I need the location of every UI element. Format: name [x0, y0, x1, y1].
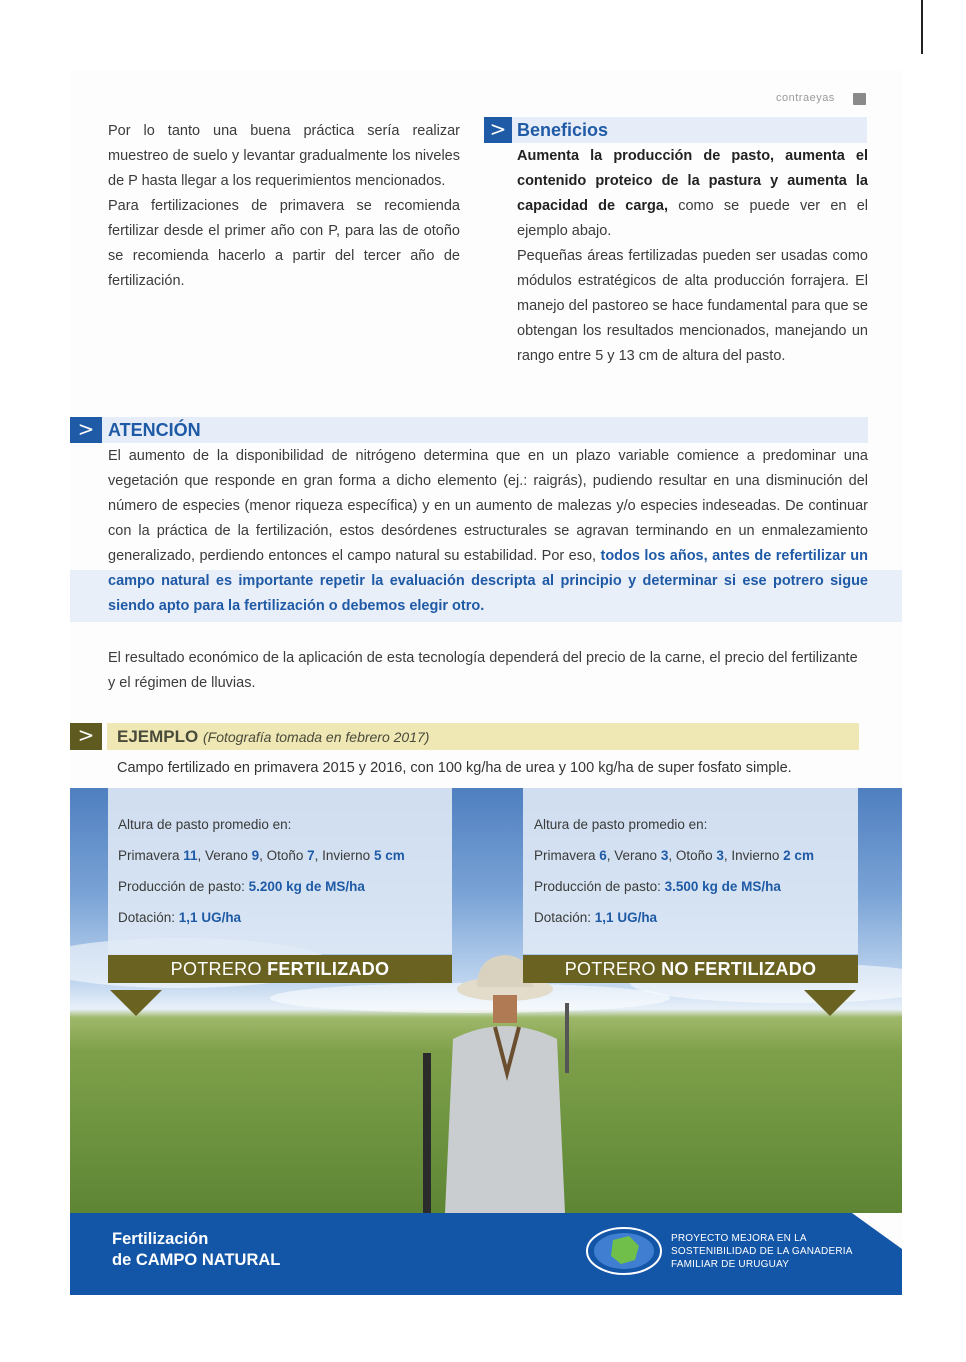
value: 7	[307, 848, 315, 863]
chevron-right-icon: >	[70, 417, 102, 443]
label: Primavera	[118, 848, 184, 863]
atencion-highlight: todos los años, antes de refertilizar un campo natural es importante repetir la evaluación descripta al principio y determinar si ese potrero sigue siendo apto para la fertilización o debemos elegir otro.	[108, 548, 868, 614]
label: , Otoño	[259, 848, 308, 863]
chevron-right-icon: >	[484, 117, 512, 143]
label: Producción de pasto:	[534, 879, 665, 894]
chevron-right-icon: >	[70, 723, 102, 750]
no-fertilizado-produccion	[534, 879, 781, 894]
beneficios-paragraph-1	[517, 144, 868, 244]
beneficios-title: Beneficios	[517, 120, 609, 140]
ejemplo-caption: Campo fertilizado en primavera 2015 y 2016, con 100 kg/ha de urea y 100 kg/ha de super fosfato simple.	[117, 760, 792, 776]
value: 2 cm	[783, 848, 814, 863]
value: 5 cm	[373, 848, 405, 863]
footer-title-line-1: Fertilización	[112, 1230, 209, 1248]
label: , Verano	[197, 848, 252, 863]
label: , Verano	[606, 848, 661, 863]
value: 9	[251, 848, 260, 863]
ejemplo-subtitle: (Fotografía tomada en febrero 2017)	[202, 729, 430, 745]
down-triangle-icon	[804, 990, 856, 1016]
beneficios-lead-rest: como se puede ver en el ejemplo abajo.	[517, 198, 868, 239]
label: Dotación:	[534, 910, 595, 925]
ejemplo-title-text: EJEMPLO	[117, 727, 199, 746]
atencion-paragraph	[108, 444, 868, 619]
footer-title-line-2: de CAMPO NATURAL	[112, 1251, 281, 1269]
down-triangle-icon	[110, 990, 162, 1016]
footer-org-line-3: FAMILIAR DE URUGUAY	[671, 1259, 790, 1270]
value: 11	[183, 848, 198, 863]
banner-label: POTRERO	[564, 959, 662, 979]
left-paragraph-2: Para fertilizaciones de primavera se recomienda fertilizar desde el primer año con P, para las de otoño se recomienda hacerlo a partir del tercer año de fertilización.	[108, 198, 460, 289]
footer-org-line-1: PROYECTO MEJORA EN LA	[671, 1233, 807, 1244]
fertilizado-panel	[108, 788, 452, 954]
value: 3.500 kg de MS/ha	[664, 879, 781, 894]
value: 3	[716, 848, 724, 863]
fertilizado-produccion	[118, 879, 365, 894]
uruguay-map-logo-icon	[585, 1226, 663, 1276]
header-brand: contraeyas	[776, 92, 835, 104]
left-column	[108, 119, 460, 294]
label: , Otoño	[668, 848, 717, 863]
potrero-no-fertilizado-banner	[523, 955, 858, 983]
label: Dotación:	[118, 910, 179, 925]
fertilizado-heading: Altura de pasto promedio en:	[118, 817, 292, 832]
banner-emphasis: NO FERTILIZADO	[661, 959, 817, 979]
atencion-body	[108, 444, 868, 619]
label: , Invierno	[723, 848, 784, 863]
left-paragraph-1: Por lo tanto una buena práctica sería realizar muestreo de suelo y levantar gradualmente los niveles de P hasta llegar a los requerimientos mencionados.	[108, 123, 460, 189]
label: Producción de pasto:	[118, 879, 249, 894]
footer-title	[112, 1229, 280, 1271]
beneficios-paragraph-2: Pequeñas áreas fertilizadas pueden ser usadas como módulos estratégicos de alta producción forrajera. El manejo del pastoreo se hace fundamental para que se obtengan los resultados mencionados, manejando un rango entre 5 y 13 cm de altura del pasto.	[517, 248, 868, 364]
no-fertilizado-panel	[523, 788, 858, 954]
value: 6	[599, 848, 607, 863]
label: , Invierno	[314, 848, 374, 863]
footer-org-line-2: SOSTENIBILIDAD DE LA GANADERIA	[671, 1246, 853, 1257]
person-illustration	[415, 943, 605, 1213]
atencion-bar	[101, 417, 868, 443]
ejemplo-title	[117, 723, 429, 751]
no-fertilizado-heading: Altura de pasto promedio en:	[534, 817, 708, 832]
beneficios-bold-lead: Aumenta la producción de pasto, aumenta el contenido proteico de la pastura y aumenta la capacidad de carga,	[517, 148, 868, 214]
value: 3	[660, 848, 669, 863]
beneficios-body	[517, 144, 868, 369]
footer-corner-cut	[852, 1213, 902, 1249]
fertilizado-heights	[118, 848, 405, 863]
value: 5.200 kg de MS/ha	[248, 879, 365, 894]
label: Primavera	[534, 848, 600, 863]
no-fertilizado-heights	[534, 848, 814, 863]
fertilizado-dotacion	[118, 910, 241, 925]
value: 1,1 UG/ha	[178, 910, 242, 925]
economic-paragraph	[108, 646, 868, 696]
atencion-text: El aumento de la disponibilidad de nitrógeno determina que en un plazo variable comience a predominar una vegetación que responde en gran forma a dicho elemento (ej.: raigrás), pudiendo resultar en una disminución del número de especies (menor riqueza específica) y en un aumento de malezas y/o especies indeseadas. De continuar con la práctica de la fertilización, estos desórdenes estructurales se agravan terminando en un enmalezamiento generalizado, perdiendo entonces el campo natural su estabilidad. Por eso,	[108, 448, 868, 564]
footer-org	[671, 1232, 853, 1271]
atencion-title: ATENCIÓN	[108, 420, 201, 440]
economic-text: El resultado económico de la aplicación de esta tecnología dependerá del precio de la carne, el precio del fertilizante y el régimen de lluvias.	[108, 650, 858, 691]
no-fertilizado-dotacion	[534, 910, 657, 925]
value: 1,1 UG/ha	[594, 910, 658, 925]
banner-label: POTRERO	[170, 959, 268, 979]
brand-mark-icon	[853, 93, 866, 105]
crop-mark	[921, 0, 923, 54]
banner-emphasis: FERTILIZADO	[267, 959, 390, 979]
potrero-fertilizado-banner	[108, 955, 452, 983]
